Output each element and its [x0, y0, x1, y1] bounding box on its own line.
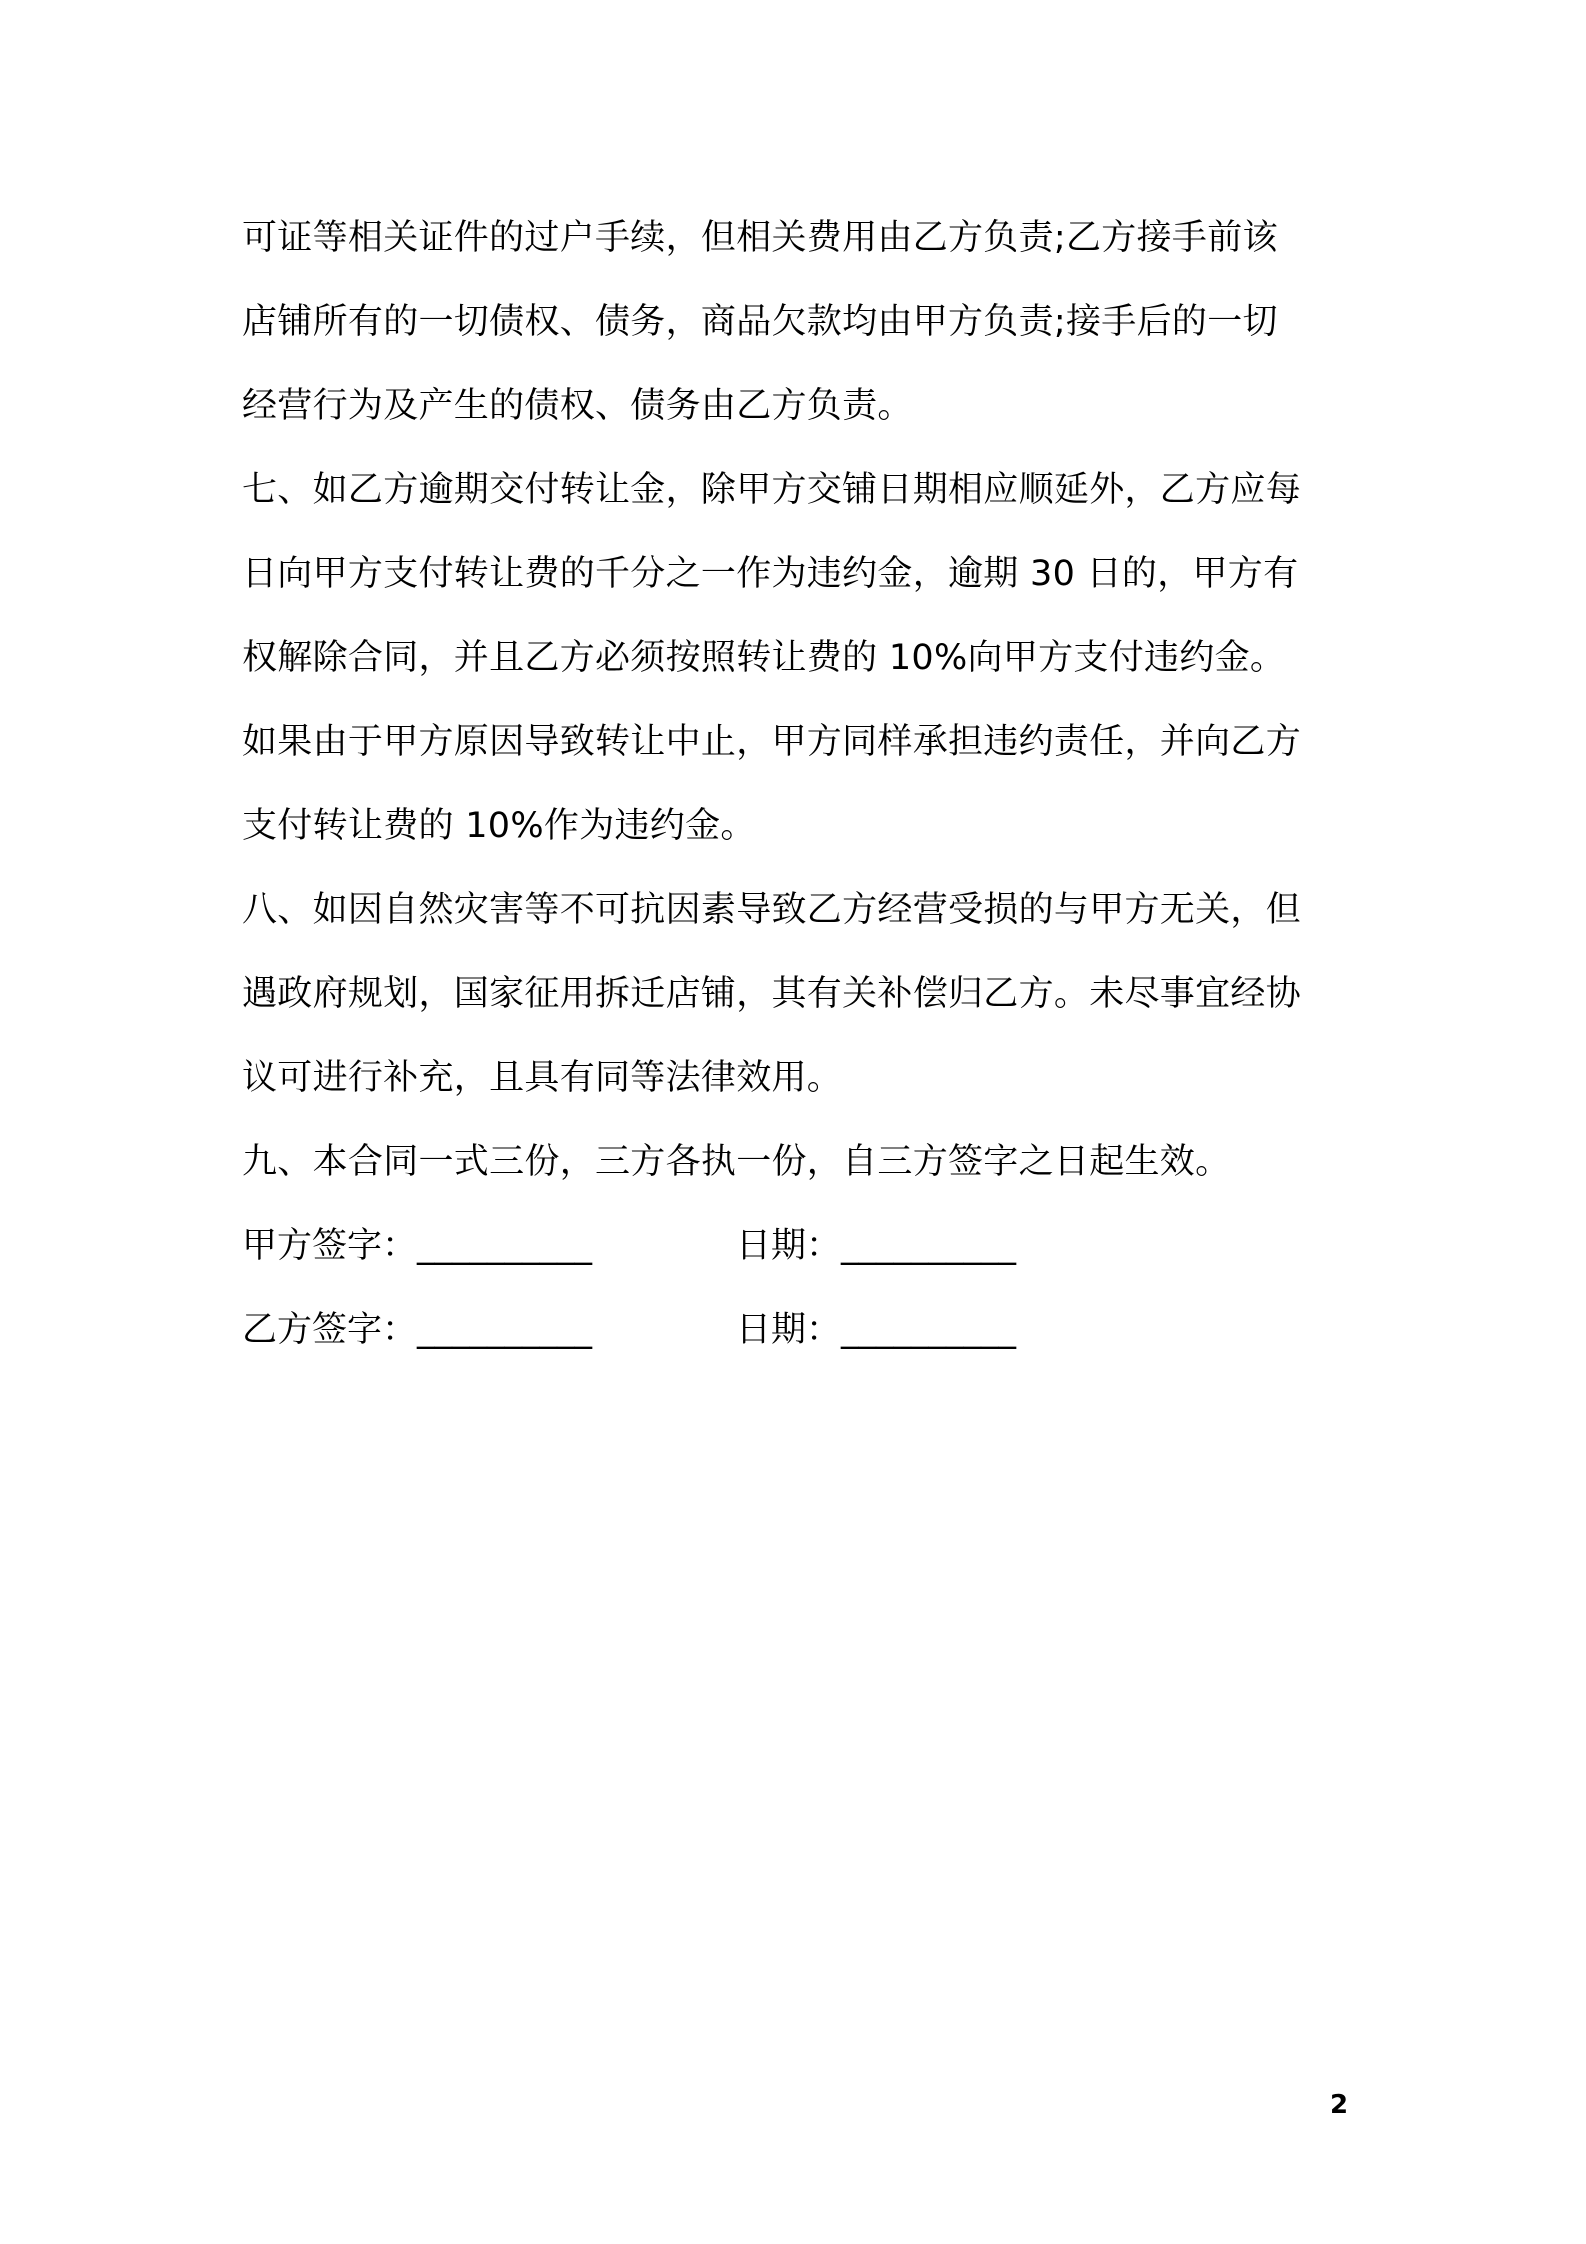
clause-7-line-5: 支付转让费的 10%作为违约金。	[242, 806, 756, 846]
clause-8-line-3: 议可进行补充，且具有同等法律效用。	[242, 1058, 843, 1098]
clause-7-line-4: 如果由于甲方原因导致转让中止，甲方同样承担违约责任，并向乙方	[242, 722, 1302, 762]
party-b-signature-field: 乙方签字：__________	[242, 1310, 593, 1350]
body-line-1: 可证等相关证件的过户手续，但相关费用由乙方负责;乙方接手前该	[242, 218, 1278, 258]
signature-row-party-b	[242, 1288, 1352, 1372]
clause-7-line-2: 日向甲方支付转让费的千分之一作为违约金，逾期 30 日的，甲方有	[242, 554, 1299, 594]
clause-8-line-1: 八、如因自然灾害等不可抗因素导致乙方经营受损的与甲方无关，但	[242, 890, 1302, 930]
clause-8-line-2: 遇政府规划，国家征用拆迁店铺，其有关补偿归乙方。未尽事宜经协	[242, 974, 1302, 1014]
party-a-date-field: 日期：__________	[736, 1226, 1017, 1266]
signature-row-party-a	[242, 1204, 1352, 1288]
body-line-3: 经营行为及产生的债权、债务由乙方负责。	[242, 386, 913, 426]
body-line-2: 店铺所有的一切债权、债务，商品欠款均由甲方负责;接手后的一切	[242, 302, 1278, 342]
party-b-date-field: 日期：__________	[736, 1310, 1017, 1350]
page-number: 2	[1330, 2090, 1349, 2120]
clause-9-line: 九、本合同一式三份，三方各执一份，自三方签字之日起生效。	[242, 1142, 1231, 1182]
clause-7-line-1: 七、如乙方逾期交付转让金，除甲方交铺日期相应顺延外，乙方应每	[242, 470, 1302, 510]
document-body	[242, 196, 1352, 1372]
party-a-signature-field: 甲方签字：__________	[242, 1226, 593, 1266]
clause-7-line-3: 权解除合同，并且乙方必须按照转让费的 10%向甲方支付违约金。	[242, 638, 1286, 678]
